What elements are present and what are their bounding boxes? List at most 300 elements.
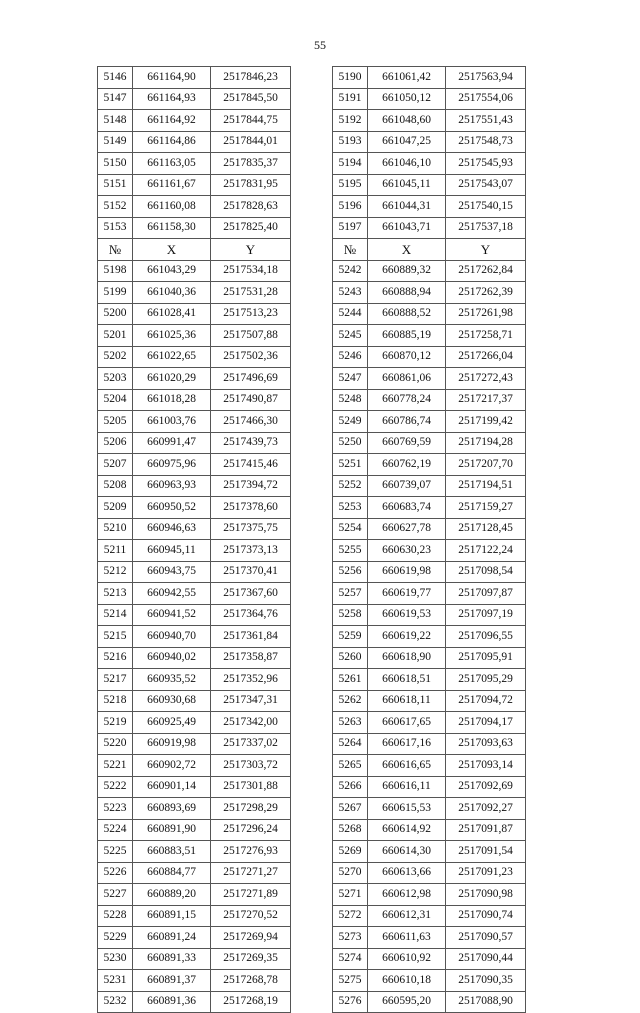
y-coordinate-cell: 2517217,37 xyxy=(446,389,526,411)
point-number-cell: 5208 xyxy=(98,475,133,497)
x-coordinate-cell: 660902,72 xyxy=(133,755,211,777)
y-coordinate-cell: 2517093,14 xyxy=(446,755,526,777)
table-row xyxy=(98,153,291,175)
x-coordinate-cell: 661046,10 xyxy=(368,153,446,175)
table-row xyxy=(98,110,291,132)
point-number-cell: 5255 xyxy=(333,540,368,562)
y-coordinate-cell: 2517094,72 xyxy=(446,690,526,712)
table-row xyxy=(333,196,526,218)
table-row xyxy=(98,819,291,841)
x-coordinate-cell: 660769,59 xyxy=(368,432,446,454)
table-row xyxy=(98,927,291,949)
y-coordinate-cell: 2517835,37 xyxy=(211,153,291,175)
x-coordinate-cell: 660925,49 xyxy=(133,712,211,734)
x-coordinate-cell: 661160,08 xyxy=(133,196,211,218)
point-number-cell: 5264 xyxy=(333,733,368,755)
point-number-cell: 5197 xyxy=(333,217,368,239)
y-coordinate-cell: 2517513,23 xyxy=(211,303,291,325)
x-coordinate-cell: 660618,51 xyxy=(368,669,446,691)
x-coordinate-cell: 660891,15 xyxy=(133,905,211,927)
point-number-cell: 5203 xyxy=(98,368,133,390)
x-coordinate-cell: 660870,12 xyxy=(368,346,446,368)
y-coordinate-cell: 2517352,96 xyxy=(211,669,291,691)
x-coordinate-cell: 660612,98 xyxy=(368,884,446,906)
y-coordinate-cell: 2517298,29 xyxy=(211,798,291,820)
table-header-row xyxy=(98,239,291,261)
y-coordinate-cell: 2517093,63 xyxy=(446,733,526,755)
point-number-cell: 5266 xyxy=(333,776,368,798)
x-coordinate-cell: 661164,86 xyxy=(133,131,211,153)
y-coordinate-cell: 2517270,52 xyxy=(211,905,291,927)
x-coordinate-cell: 660891,33 xyxy=(133,948,211,970)
table-row xyxy=(333,776,526,798)
x-coordinate-cell: 660683,74 xyxy=(368,497,446,519)
y-coordinate-cell: 2517296,24 xyxy=(211,819,291,841)
x-coordinate-cell: 660893,69 xyxy=(133,798,211,820)
y-coordinate-cell: 2517097,19 xyxy=(446,604,526,626)
point-number-cell: 5253 xyxy=(333,497,368,519)
table-row xyxy=(98,991,291,1013)
point-number-cell: 5231 xyxy=(98,970,133,992)
y-coordinate-cell: 2517507,88 xyxy=(211,325,291,347)
x-coordinate-cell: 660942,55 xyxy=(133,583,211,605)
x-coordinate-cell: 661161,67 xyxy=(133,174,211,196)
x-coordinate-cell: 661158,30 xyxy=(133,217,211,239)
table-row xyxy=(98,389,291,411)
x-coordinate-cell: 661018,28 xyxy=(133,389,211,411)
point-number-cell: 5272 xyxy=(333,905,368,927)
point-number-cell: 5228 xyxy=(98,905,133,927)
table-row xyxy=(98,131,291,153)
table-row xyxy=(333,712,526,734)
y-coordinate-cell: 2517439,73 xyxy=(211,432,291,454)
table-row xyxy=(98,346,291,368)
y-coordinate-cell: 2517502,36 xyxy=(211,346,291,368)
y-coordinate-cell: 2517269,94 xyxy=(211,927,291,949)
point-number-cell: 5211 xyxy=(98,540,133,562)
y-coordinate-cell: 2517543,07 xyxy=(446,174,526,196)
x-coordinate-cell: 660616,11 xyxy=(368,776,446,798)
y-coordinate-cell: 2517262,39 xyxy=(446,282,526,304)
table-row xyxy=(333,927,526,949)
y-coordinate-cell: 2517825,40 xyxy=(211,217,291,239)
point-number-cell: 5195 xyxy=(333,174,368,196)
header-num-cell: № xyxy=(98,239,133,261)
x-coordinate-cell: 660935,52 xyxy=(133,669,211,691)
x-coordinate-cell: 660946,63 xyxy=(133,518,211,540)
x-coordinate-cell: 660615,53 xyxy=(368,798,446,820)
point-number-cell: 5243 xyxy=(333,282,368,304)
x-coordinate-cell: 660991,47 xyxy=(133,432,211,454)
point-number-cell: 5213 xyxy=(98,583,133,605)
y-coordinate-cell: 2517548,73 xyxy=(446,131,526,153)
x-coordinate-cell: 660610,92 xyxy=(368,948,446,970)
header-y-cell: Y xyxy=(446,239,526,261)
y-coordinate-cell: 2517258,71 xyxy=(446,325,526,347)
point-number-cell: 5258 xyxy=(333,604,368,626)
y-coordinate-cell: 2517094,17 xyxy=(446,712,526,734)
point-number-cell: 5254 xyxy=(333,518,368,540)
table-row xyxy=(98,798,291,820)
coordinates-table-left xyxy=(97,66,291,1013)
y-coordinate-cell: 2517268,78 xyxy=(211,970,291,992)
x-coordinate-cell: 661044,31 xyxy=(368,196,446,218)
table-row xyxy=(98,540,291,562)
point-number-cell: 5218 xyxy=(98,690,133,712)
y-coordinate-cell: 2517271,27 xyxy=(211,862,291,884)
y-coordinate-cell: 2517090,44 xyxy=(446,948,526,970)
table-row xyxy=(98,497,291,519)
x-coordinate-cell: 661003,76 xyxy=(133,411,211,433)
table-row xyxy=(98,776,291,798)
table-row xyxy=(333,604,526,626)
page-number: 55 xyxy=(314,38,326,52)
x-coordinate-cell: 660901,14 xyxy=(133,776,211,798)
table-row xyxy=(98,626,291,648)
y-coordinate-cell: 2517370,41 xyxy=(211,561,291,583)
x-coordinate-cell: 661047,25 xyxy=(368,131,446,153)
table-row xyxy=(98,454,291,476)
y-coordinate-cell: 2517098,54 xyxy=(446,561,526,583)
point-number-cell: 5222 xyxy=(98,776,133,798)
point-number-cell: 5226 xyxy=(98,862,133,884)
table-row xyxy=(333,411,526,433)
table-row xyxy=(333,88,526,110)
x-coordinate-cell: 661061,42 xyxy=(368,67,446,89)
point-number-cell: 5192 xyxy=(333,110,368,132)
point-number-cell: 5215 xyxy=(98,626,133,648)
point-number-cell: 5153 xyxy=(98,217,133,239)
table-header-row xyxy=(333,239,526,261)
point-number-cell: 5198 xyxy=(98,260,133,282)
x-coordinate-cell: 660861,06 xyxy=(368,368,446,390)
y-coordinate-cell: 2517097,87 xyxy=(446,583,526,605)
x-coordinate-cell: 661028,41 xyxy=(133,303,211,325)
y-coordinate-cell: 2517375,75 xyxy=(211,518,291,540)
table-row xyxy=(333,389,526,411)
table-row xyxy=(333,862,526,884)
x-coordinate-cell: 660945,11 xyxy=(133,540,211,562)
point-number-cell: 5275 xyxy=(333,970,368,992)
y-coordinate-cell: 2517090,98 xyxy=(446,884,526,906)
x-coordinate-cell: 660627,78 xyxy=(368,518,446,540)
y-coordinate-cell: 2517272,43 xyxy=(446,368,526,390)
y-coordinate-cell: 2517091,23 xyxy=(446,862,526,884)
table-row xyxy=(333,67,526,89)
table-row xyxy=(333,733,526,755)
y-coordinate-cell: 2517828,63 xyxy=(211,196,291,218)
x-coordinate-cell: 660884,77 xyxy=(133,862,211,884)
x-coordinate-cell: 661164,90 xyxy=(133,67,211,89)
y-coordinate-cell: 2517490,87 xyxy=(211,389,291,411)
point-number-cell: 5268 xyxy=(333,819,368,841)
y-coordinate-cell: 2517551,43 xyxy=(446,110,526,132)
table-row xyxy=(98,518,291,540)
x-coordinate-cell: 660618,90 xyxy=(368,647,446,669)
x-coordinate-cell: 660883,51 xyxy=(133,841,211,863)
x-coordinate-cell: 660941,52 xyxy=(133,604,211,626)
y-coordinate-cell: 2517194,51 xyxy=(446,475,526,497)
y-coordinate-cell: 2517415,46 xyxy=(211,454,291,476)
y-coordinate-cell: 2517090,35 xyxy=(446,970,526,992)
point-number-cell: 5276 xyxy=(333,991,368,1013)
x-coordinate-cell: 660619,53 xyxy=(368,604,446,626)
x-coordinate-cell: 661163,05 xyxy=(133,153,211,175)
point-number-cell: 5269 xyxy=(333,841,368,863)
x-coordinate-cell: 660885,19 xyxy=(368,325,446,347)
point-number-cell: 5273 xyxy=(333,927,368,949)
y-coordinate-cell: 2517496,69 xyxy=(211,368,291,390)
table-row xyxy=(98,303,291,325)
y-coordinate-cell: 2517269,35 xyxy=(211,948,291,970)
point-number-cell: 5220 xyxy=(98,733,133,755)
y-coordinate-cell: 2517096,55 xyxy=(446,626,526,648)
x-coordinate-cell: 660940,02 xyxy=(133,647,211,669)
table-row xyxy=(333,540,526,562)
x-coordinate-cell: 660612,31 xyxy=(368,905,446,927)
table-row xyxy=(98,411,291,433)
y-coordinate-cell: 2517091,54 xyxy=(446,841,526,863)
point-number-cell: 5204 xyxy=(98,389,133,411)
point-number-cell: 5259 xyxy=(333,626,368,648)
x-coordinate-cell: 660611,63 xyxy=(368,927,446,949)
x-coordinate-cell: 660963,93 xyxy=(133,475,211,497)
table-row xyxy=(333,669,526,691)
y-coordinate-cell: 2517845,50 xyxy=(211,88,291,110)
y-coordinate-cell: 2517276,93 xyxy=(211,841,291,863)
coordinates-table-right xyxy=(332,66,526,1013)
x-coordinate-cell: 660889,32 xyxy=(368,260,446,282)
x-coordinate-cell: 661025,36 xyxy=(133,325,211,347)
table-row xyxy=(98,884,291,906)
point-number-cell: 5245 xyxy=(333,325,368,347)
table-row xyxy=(333,325,526,347)
y-coordinate-cell: 2517261,98 xyxy=(446,303,526,325)
x-coordinate-cell: 660739,07 xyxy=(368,475,446,497)
table-row xyxy=(333,991,526,1013)
y-coordinate-cell: 2517090,74 xyxy=(446,905,526,927)
point-number-cell: 5251 xyxy=(333,454,368,476)
table-row xyxy=(333,368,526,390)
x-coordinate-cell: 660617,16 xyxy=(368,733,446,755)
table-row xyxy=(98,217,291,239)
x-coordinate-cell: 661043,29 xyxy=(133,260,211,282)
y-coordinate-cell: 2517092,27 xyxy=(446,798,526,820)
point-number-cell: 5205 xyxy=(98,411,133,433)
point-number-cell: 5209 xyxy=(98,497,133,519)
point-number-cell: 5244 xyxy=(333,303,368,325)
x-coordinate-cell: 661164,93 xyxy=(133,88,211,110)
table-row xyxy=(333,690,526,712)
x-coordinate-cell: 661048,60 xyxy=(368,110,446,132)
table-row xyxy=(333,884,526,906)
x-coordinate-cell: 660891,24 xyxy=(133,927,211,949)
table-row xyxy=(98,604,291,626)
table-row xyxy=(98,174,291,196)
y-coordinate-cell: 2517095,29 xyxy=(446,669,526,691)
point-number-cell: 5221 xyxy=(98,755,133,777)
x-coordinate-cell: 660618,11 xyxy=(368,690,446,712)
point-number-cell: 5214 xyxy=(98,604,133,626)
header-x-cell: X xyxy=(368,239,446,261)
point-number-cell: 5247 xyxy=(333,368,368,390)
point-number-cell: 5232 xyxy=(98,991,133,1013)
table-row xyxy=(98,862,291,884)
table-row xyxy=(333,110,526,132)
y-coordinate-cell: 2517361,84 xyxy=(211,626,291,648)
table-row xyxy=(333,303,526,325)
y-coordinate-cell: 2517199,42 xyxy=(446,411,526,433)
table-row xyxy=(333,626,526,648)
x-coordinate-cell: 660889,20 xyxy=(133,884,211,906)
x-coordinate-cell: 661020,29 xyxy=(133,368,211,390)
table-row xyxy=(333,948,526,970)
point-number-cell: 5260 xyxy=(333,647,368,669)
point-number-cell: 5261 xyxy=(333,669,368,691)
y-coordinate-cell: 2517554,06 xyxy=(446,88,526,110)
point-number-cell: 5200 xyxy=(98,303,133,325)
x-coordinate-cell: 660614,92 xyxy=(368,819,446,841)
table-row xyxy=(333,819,526,841)
x-coordinate-cell: 660891,90 xyxy=(133,819,211,841)
header-num-cell: № xyxy=(333,239,368,261)
x-coordinate-cell: 661022,65 xyxy=(133,346,211,368)
x-coordinate-cell: 660619,22 xyxy=(368,626,446,648)
table-row xyxy=(333,131,526,153)
point-number-cell: 5257 xyxy=(333,583,368,605)
table-row xyxy=(98,325,291,347)
y-coordinate-cell: 2517545,93 xyxy=(446,153,526,175)
point-number-cell: 5270 xyxy=(333,862,368,884)
table-row xyxy=(333,454,526,476)
x-coordinate-cell: 660950,52 xyxy=(133,497,211,519)
y-coordinate-cell: 2517122,24 xyxy=(446,540,526,562)
table-row xyxy=(98,88,291,110)
y-coordinate-cell: 2517844,75 xyxy=(211,110,291,132)
x-coordinate-cell: 660617,65 xyxy=(368,712,446,734)
x-coordinate-cell: 660930,68 xyxy=(133,690,211,712)
y-coordinate-cell: 2517563,94 xyxy=(446,67,526,89)
point-number-cell: 5196 xyxy=(333,196,368,218)
y-coordinate-cell: 2517534,18 xyxy=(211,260,291,282)
point-number-cell: 5191 xyxy=(333,88,368,110)
y-coordinate-cell: 2517846,23 xyxy=(211,67,291,89)
y-coordinate-cell: 2517262,84 xyxy=(446,260,526,282)
table-row xyxy=(333,798,526,820)
point-number-cell: 5219 xyxy=(98,712,133,734)
y-coordinate-cell: 2517301,88 xyxy=(211,776,291,798)
point-number-cell: 5152 xyxy=(98,196,133,218)
x-coordinate-cell: 660888,94 xyxy=(368,282,446,304)
table-row xyxy=(98,948,291,970)
table-row xyxy=(98,970,291,992)
point-number-cell: 5146 xyxy=(98,67,133,89)
y-coordinate-cell: 2517358,87 xyxy=(211,647,291,669)
point-number-cell: 5267 xyxy=(333,798,368,820)
table-row xyxy=(333,497,526,519)
x-coordinate-cell: 660786,74 xyxy=(368,411,446,433)
y-coordinate-cell: 2517373,13 xyxy=(211,540,291,562)
point-number-cell: 5230 xyxy=(98,948,133,970)
table-row xyxy=(333,475,526,497)
x-coordinate-cell: 661050,12 xyxy=(368,88,446,110)
table-row xyxy=(98,841,291,863)
point-number-cell: 5263 xyxy=(333,712,368,734)
x-coordinate-cell: 660762,19 xyxy=(368,454,446,476)
x-coordinate-cell: 661040,36 xyxy=(133,282,211,304)
x-coordinate-cell: 660919,98 xyxy=(133,733,211,755)
table-row xyxy=(98,282,291,304)
table-row xyxy=(98,755,291,777)
table-row xyxy=(98,475,291,497)
point-number-cell: 5262 xyxy=(333,690,368,712)
y-coordinate-cell: 2517337,02 xyxy=(211,733,291,755)
point-number-cell: 5212 xyxy=(98,561,133,583)
table-row xyxy=(98,712,291,734)
x-coordinate-cell: 660778,24 xyxy=(368,389,446,411)
table-row xyxy=(333,282,526,304)
point-number-cell: 5265 xyxy=(333,755,368,777)
table-row xyxy=(98,690,291,712)
point-number-cell: 5201 xyxy=(98,325,133,347)
y-coordinate-cell: 2517844,01 xyxy=(211,131,291,153)
point-number-cell: 5248 xyxy=(333,389,368,411)
table-row xyxy=(98,669,291,691)
y-coordinate-cell: 2517159,27 xyxy=(446,497,526,519)
x-coordinate-cell: 660613,66 xyxy=(368,862,446,884)
table-row xyxy=(333,905,526,927)
point-number-cell: 5249 xyxy=(333,411,368,433)
point-number-cell: 5227 xyxy=(98,884,133,906)
table-row xyxy=(333,518,526,540)
y-coordinate-cell: 2517367,60 xyxy=(211,583,291,605)
y-coordinate-cell: 2517394,72 xyxy=(211,475,291,497)
y-coordinate-cell: 2517207,70 xyxy=(446,454,526,476)
point-number-cell: 5202 xyxy=(98,346,133,368)
point-number-cell: 5225 xyxy=(98,841,133,863)
x-coordinate-cell: 661164,92 xyxy=(133,110,211,132)
point-number-cell: 5193 xyxy=(333,131,368,153)
point-number-cell: 5242 xyxy=(333,260,368,282)
table-row xyxy=(333,346,526,368)
x-coordinate-cell: 660614,30 xyxy=(368,841,446,863)
y-coordinate-cell: 2517266,04 xyxy=(446,346,526,368)
point-number-cell: 5229 xyxy=(98,927,133,949)
y-coordinate-cell: 2517091,87 xyxy=(446,819,526,841)
table-row xyxy=(333,432,526,454)
table-row xyxy=(333,841,526,863)
point-number-cell: 5271 xyxy=(333,884,368,906)
point-number-cell: 5246 xyxy=(333,346,368,368)
point-number-cell: 5194 xyxy=(333,153,368,175)
point-number-cell: 5217 xyxy=(98,669,133,691)
x-coordinate-cell: 660616,65 xyxy=(368,755,446,777)
point-number-cell: 5149 xyxy=(98,131,133,153)
x-coordinate-cell: 660975,96 xyxy=(133,454,211,476)
point-number-cell: 5151 xyxy=(98,174,133,196)
table-row xyxy=(98,432,291,454)
point-number-cell: 5216 xyxy=(98,647,133,669)
point-number-cell: 5147 xyxy=(98,88,133,110)
table-row xyxy=(98,561,291,583)
table-row xyxy=(98,647,291,669)
y-coordinate-cell: 2517537,18 xyxy=(446,217,526,239)
header-y-cell: Y xyxy=(211,239,291,261)
y-coordinate-cell: 2517092,69 xyxy=(446,776,526,798)
y-coordinate-cell: 2517831,95 xyxy=(211,174,291,196)
y-coordinate-cell: 2517194,28 xyxy=(446,432,526,454)
table-row xyxy=(98,260,291,282)
